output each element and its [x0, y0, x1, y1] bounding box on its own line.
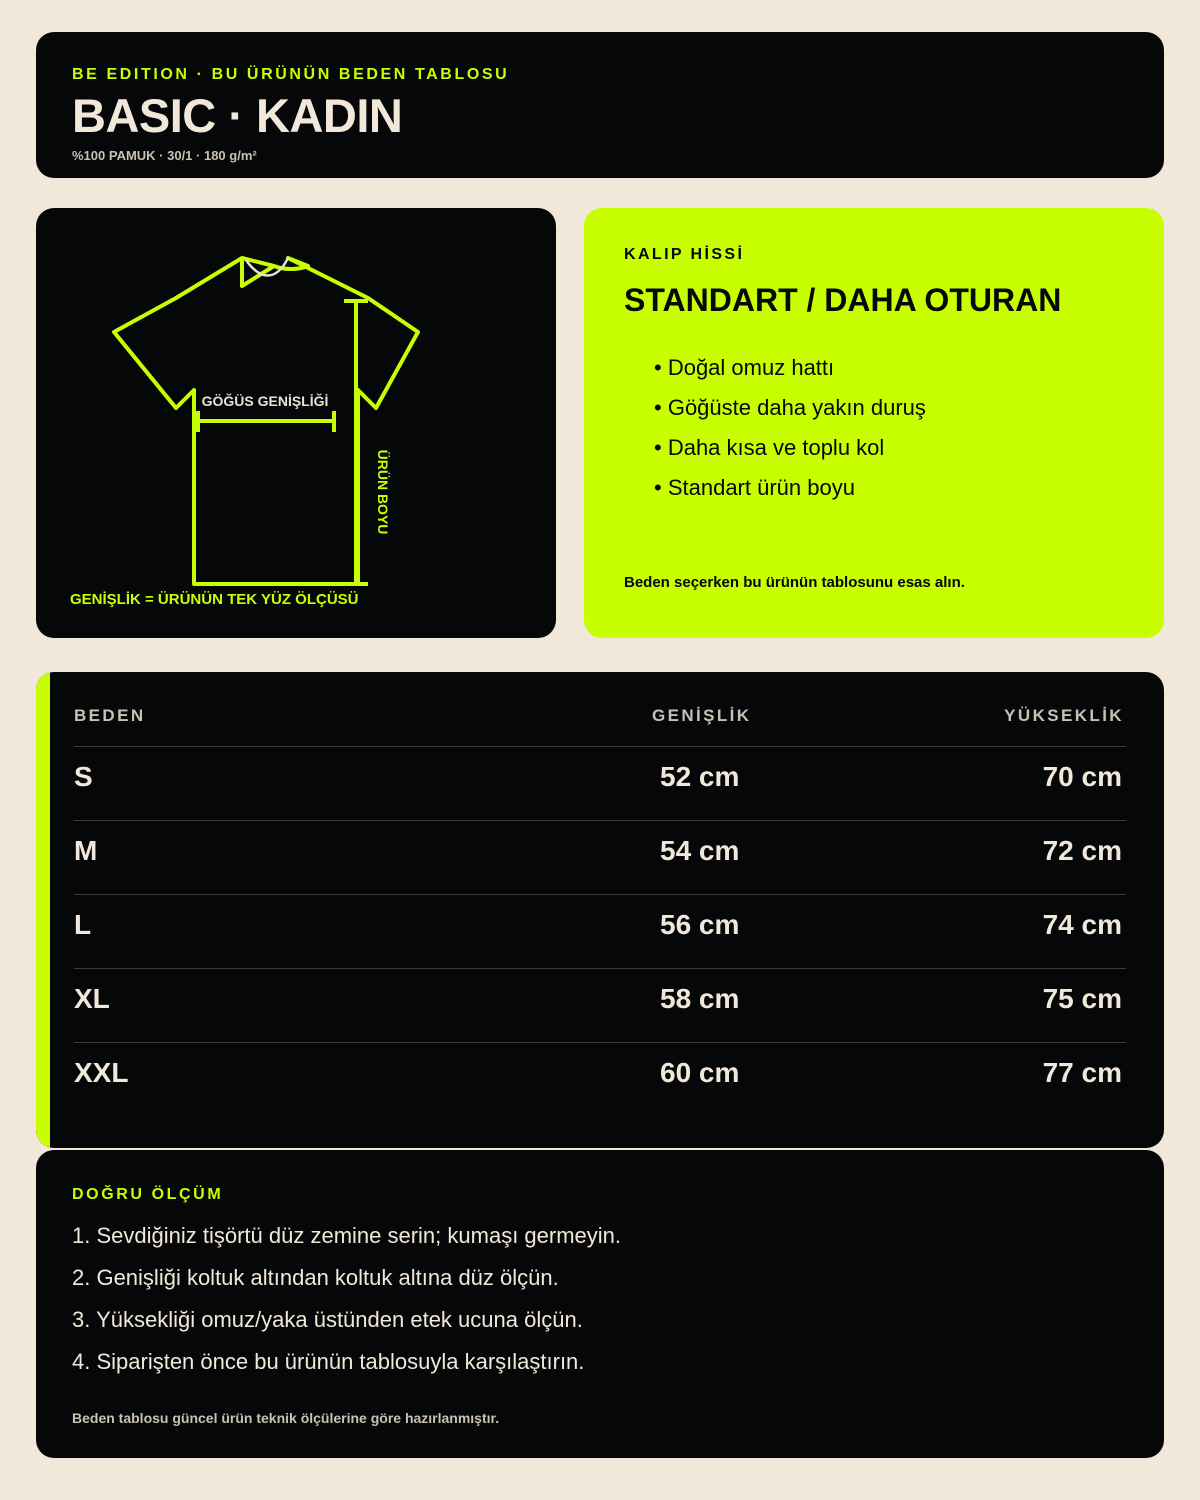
table-body — [74, 746, 1126, 1116]
fit-bullet-list — [654, 354, 926, 514]
measurement-diagram-card — [36, 208, 556, 638]
size-cell: L — [74, 909, 92, 940]
height-cell: 77 cm — [1042, 1057, 1122, 1088]
size-cell: M — [74, 835, 98, 866]
height-cell: 75 cm — [1042, 983, 1122, 1014]
measure-note: Beden tablosu güncel ürün teknik ölçülerine göre hazırlanmıştır. — [72, 1410, 500, 1426]
measure-label: DOĞRU ÖLÇÜM — [72, 1186, 224, 1203]
fit-bullet: • Doğal omuz hattı — [654, 354, 926, 394]
column-header-height: YÜKSEKLİK — [1004, 706, 1124, 725]
measuring-guide-card — [36, 1150, 1164, 1458]
table-row — [74, 820, 1126, 894]
header-eyebrow: BE EDITION · BU ÜRÜNÜN BEDEN TABLOSU — [72, 66, 510, 83]
column-header-width: GENİŞLİK — [652, 706, 752, 725]
width-cell: 56 cm — [660, 909, 740, 940]
table-row — [74, 746, 1126, 820]
width-cell: 60 cm — [660, 1057, 740, 1088]
fit-bullet: • Göğüste daha yakın duruş — [654, 394, 926, 434]
chest-label: GÖĞÜS GENİŞLİĞİ — [201, 393, 329, 409]
measure-step: 1. Sevdiğiniz tişörtü düz zemine serin; kumaşı germeyin. — [72, 1223, 622, 1248]
header-card — [36, 32, 1164, 178]
measure-step: 2. Genişliği koltuk altından koltuk altına düz ölçün. — [72, 1265, 559, 1290]
measure-step: 3. Yüksekliği omuz/yaka üstünden etek ucuna ölçün. — [72, 1307, 583, 1332]
fit-label: KALIP HİSSİ — [624, 246, 745, 263]
height-cell: 70 cm — [1042, 761, 1122, 792]
table-row — [74, 1042, 1126, 1116]
measure-step: 4. Siparişten önce bu ürünün tablosuyla karşılaştırın. — [72, 1349, 585, 1374]
height-cell: 74 cm — [1042, 909, 1122, 940]
fit-heading: STANDART / DAHA OTURAN — [624, 282, 1062, 318]
size-cell: S — [74, 761, 93, 792]
chest-measure-line — [198, 411, 334, 432]
fit-bullet: • Daha kısa ve toplu kol — [654, 434, 926, 474]
height-cell: 72 cm — [1042, 835, 1122, 866]
length-measure-line — [344, 301, 368, 584]
column-header-size: BEDEN — [74, 706, 146, 725]
measure-steps — [72, 1222, 621, 1390]
table-row — [74, 894, 1126, 968]
fit-card — [584, 208, 1164, 638]
width-note: GENİŞLİK = ÜRÜNÜN TEK YÜZ ÖLÇÜSÜ — [70, 591, 359, 608]
tshirt-diagram — [36, 208, 556, 638]
fit-bullet: • Standart ürün boyu — [654, 474, 926, 514]
fabric-specs: %100 PAMUK · 30/1 · 180 g/m² — [72, 148, 257, 163]
width-cell: 52 cm — [660, 761, 740, 792]
table-row — [74, 968, 1126, 1042]
size-cell: XXL — [74, 1057, 129, 1088]
page-title: BASIC · KADIN — [72, 89, 403, 142]
width-cell: 54 cm — [660, 835, 740, 866]
width-cell: 58 cm — [660, 983, 740, 1014]
size-cell: XL — [74, 983, 110, 1014]
accent-bar — [36, 672, 50, 1148]
fit-note: Beden seçerken bu ürünün tablosunu esas alın. — [624, 574, 965, 591]
length-label: ÜRÜN BOYU — [375, 449, 391, 535]
size-table — [36, 672, 1164, 1148]
